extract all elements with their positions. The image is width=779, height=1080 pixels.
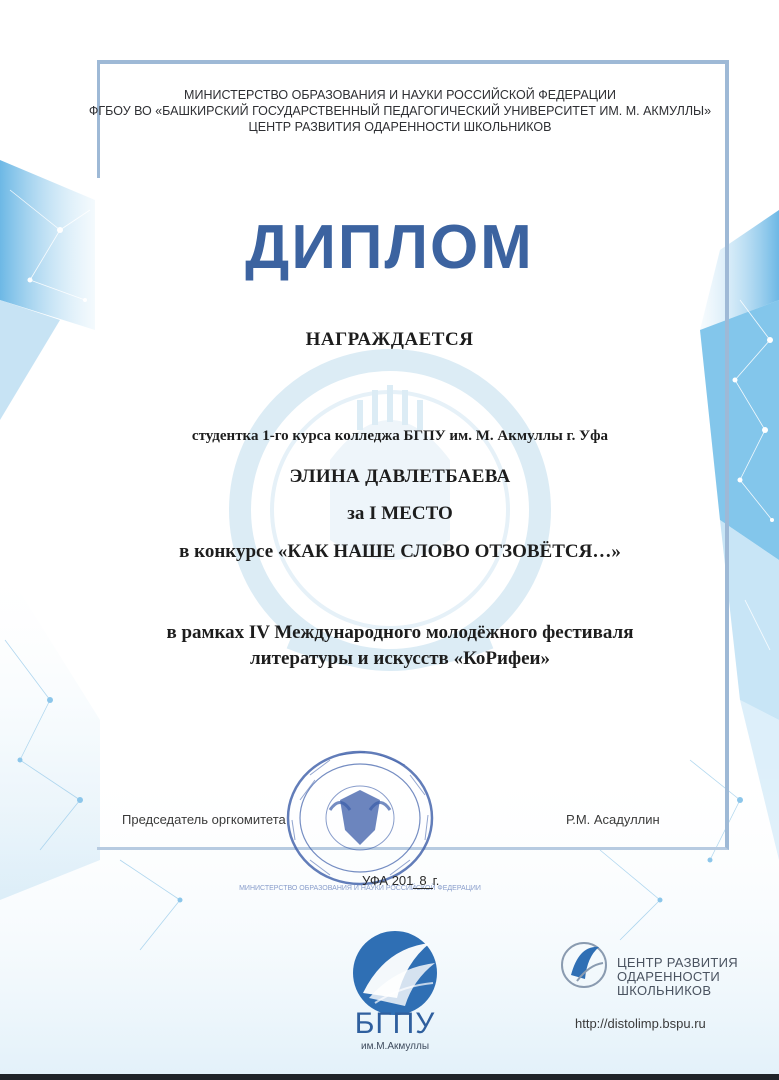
contest-name: в конкурсе «КАК НАШЕ СЛОВО ОТЗОВЁТСЯ…» xyxy=(179,541,621,562)
chairman-label: Председатель оргкомитета xyxy=(122,812,286,827)
center-text-line3: ШКОЛЬНИКОВ xyxy=(617,983,712,998)
center-logo-text xyxy=(617,956,738,998)
university-line: ФГБОУ ВО «БАШКИРСКИЙ ГОСУДАРСТВЕННЫЙ ПЕДАГОГИЧЕСКИЙ УНИВЕРСИТЕТ ИМ. М. АКМУЛЛЫ» xyxy=(88,104,712,118)
center-text-line1: ЦЕНТР РАЗВИТИЯ xyxy=(617,955,738,970)
diploma-title: ДИПЛОМ xyxy=(245,213,534,282)
bgpu-logo-subtitle: им.М.Акмуллы xyxy=(360,1041,430,1052)
recipient-name: ЭЛИНА ДАВЛЕТБАЕВА xyxy=(289,466,511,487)
city-year: УФА 201 xyxy=(362,873,414,888)
year-digit: 8 xyxy=(413,873,432,889)
chairman-name: Р.М. Асадуллин xyxy=(566,812,660,827)
year-suffix: г. xyxy=(432,873,440,888)
festival-line-1: в рамках IV Международного молодёжного фестиваля xyxy=(166,622,634,643)
festival-line-2: литературы и искусств «КоРифеи» xyxy=(250,648,550,669)
city-date xyxy=(362,873,439,888)
recipient-description: студентка 1-го курса колледжа БГПУ им. М. Акмуллы г. Уфа xyxy=(191,428,609,444)
seal-text: МИНИСТЕРСТВО ОБРАЗОВАНИЯ И НАУКИ РОССИЙСКОЙ ФЕДЕРАЦИИ xyxy=(239,885,481,892)
festival-framework xyxy=(60,620,740,672)
ministry-line: МИНИСТЕРСТВО ОБРАЗОВАНИЯ И НАУКИ РОССИЙСКОЙ ФЕДЕРАЦИИ xyxy=(184,88,616,102)
scan-edge xyxy=(0,1074,779,1080)
center-line: ЦЕНТР РАЗВИТИЯ ОДАРЕННОСТИ ШКОЛЬНИКОВ xyxy=(248,120,552,134)
center-logo-icon xyxy=(559,935,609,995)
issuer-header xyxy=(80,87,720,135)
place-awarded: за I МЕСТО xyxy=(347,503,453,524)
diploma-frame xyxy=(97,60,729,850)
center-text-line2: ОДАРЕННОСТИ xyxy=(617,969,721,984)
website-url: http://distolimp.bspu.ru xyxy=(575,1016,706,1031)
awarded-heading: НАГРАЖДАЕТСЯ xyxy=(305,329,474,350)
bgpu-logo-text: БГПУ xyxy=(354,1007,436,1040)
